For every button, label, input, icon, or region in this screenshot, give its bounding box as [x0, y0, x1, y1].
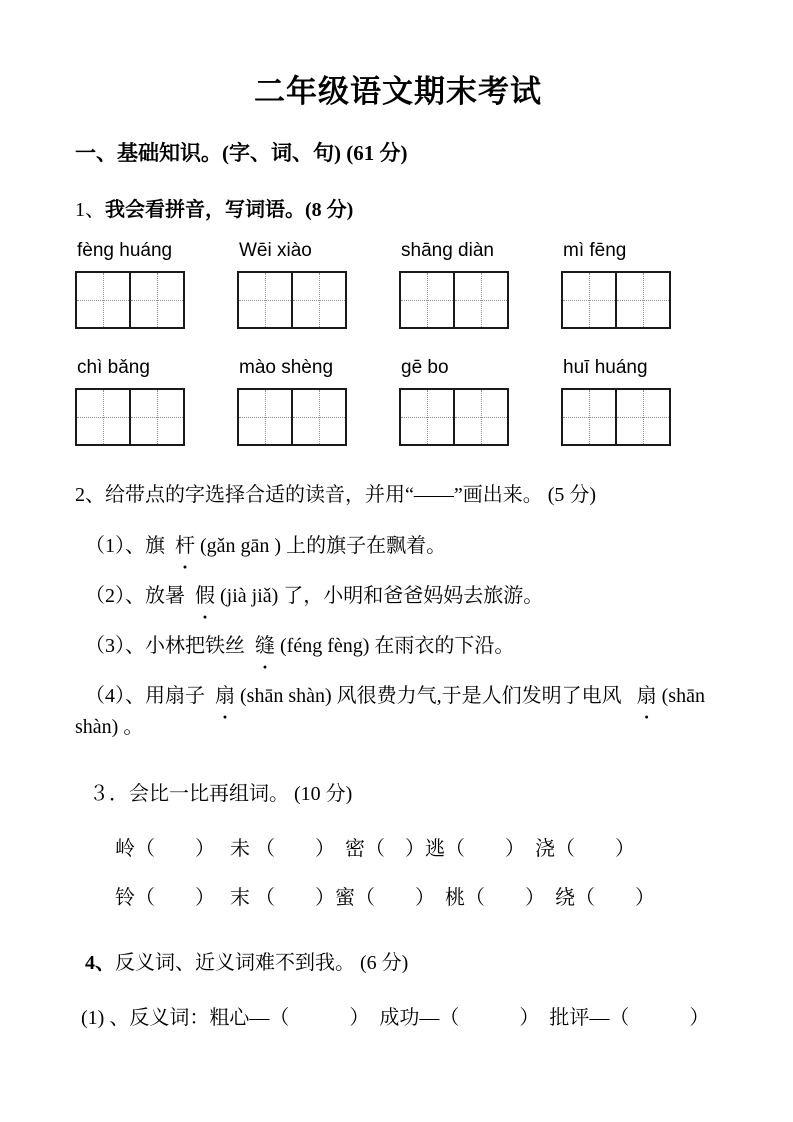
question3-row-top: 岭（ ） 未 （ ） 密（ ）逃（ ） 浇（ ）: [115, 838, 635, 860]
pinyin-grid-column: [399, 240, 505, 329]
sentence-text: （4）、用扇子: [85, 685, 205, 707]
section1-heading: 一、基础知识。(字、词、句) (61 分): [75, 141, 408, 165]
writing-grid: [237, 388, 347, 446]
question2-prompt: 2、给带点的字选择合适的读音，并用“——”画出来。 (5 分): [75, 484, 597, 506]
dotted-character: 扇 ●: [205, 681, 235, 712]
writing-grid: [399, 388, 509, 446]
question3-row-bottom: 铃（ ） 末 （ ）蜜（ ） 桃（ ） 绕（ ）: [115, 887, 655, 909]
question4-item: (1) 、反义词：粗心—（ ） 成功—（ ） 批评—（ ）: [81, 1007, 710, 1029]
grid-cell: [401, 273, 453, 327]
sentence-text: (gǎn gān ) 上的旗子在飘着。: [195, 535, 447, 557]
grid-cell: [453, 273, 507, 327]
pinyin-grid-column: [237, 357, 343, 446]
pinyin-writing-section: [75, 240, 667, 446]
pinyin-grid-column: [561, 357, 667, 446]
grid-cell: [291, 273, 345, 327]
question2-item: [75, 631, 721, 662]
dotted-character: 扇 ●: [627, 681, 657, 712]
pinyin-label: mào shèng: [239, 357, 334, 378]
question3-prompt: ３．会比一比再组词。 (10 分): [89, 783, 353, 805]
grid-cell: [239, 273, 291, 327]
page-title: 二年级语文期末考试: [254, 74, 542, 109]
sentence-text: (shān shàn) 风很费力气,于是人们发明了电风: [235, 685, 627, 707]
pinyin-grid-column: [399, 357, 505, 446]
writing-grid: [237, 271, 347, 329]
pinyin-grid-column: [75, 240, 181, 329]
grid-cell: [77, 390, 129, 444]
writing-grid: [399, 271, 509, 329]
grid-cell: [453, 390, 507, 444]
grid-cell: [77, 273, 129, 327]
pinyin-grid-column: [561, 240, 667, 329]
question2-item: [75, 581, 721, 612]
question4-number: 4、: [85, 952, 115, 974]
dotted-character: 假 ●: [185, 581, 215, 612]
pinyin-label: shāng diàn: [401, 240, 494, 261]
pinyin-label: huī huáng: [563, 357, 648, 378]
grid-cell: [129, 273, 183, 327]
sentence-text: （1）、旗: [85, 535, 165, 557]
question2-item: [75, 681, 721, 743]
pinyin-grid-column: [237, 240, 343, 329]
grid-cell: [563, 273, 615, 327]
pinyin-label: gē bo: [401, 357, 449, 378]
question1-number: 1、: [75, 199, 105, 221]
pinyin-label: Wēi xiào: [239, 240, 312, 261]
grid-cell: [291, 390, 345, 444]
pinyin-grid-row: [75, 240, 667, 329]
grid-cell: [615, 390, 669, 444]
pinyin-label: mì fēng: [563, 240, 627, 261]
sentence-text: （2）、放暑: [85, 585, 185, 607]
grid-cell: [129, 390, 183, 444]
sentence-text: (jià jiǎ) 了，小明和爸爸妈妈去旅游。: [215, 585, 544, 607]
sentence-text: (shān shàn) 。: [75, 685, 705, 738]
grid-cell: [239, 390, 291, 444]
pinyin-grid-column: [75, 357, 181, 446]
dotted-character: 缝 ●: [245, 631, 275, 662]
sentence-text: （3）、小林把铁丝: [85, 635, 245, 657]
grid-cell: [401, 390, 453, 444]
pinyin-label: fèng huáng: [77, 240, 173, 261]
question1-prompt: [75, 193, 721, 222]
question4-prompt: [75, 946, 721, 975]
writing-grid: [75, 271, 185, 329]
grid-cell: [563, 390, 615, 444]
question2-items: [75, 531, 721, 743]
grid-cell: [615, 273, 669, 327]
sentence-text: (féng fèng) 在雨衣的下沿。: [275, 635, 515, 657]
question4-text: 反义词、近义词难不到我。 (6 分): [115, 952, 409, 974]
writing-grid: [561, 271, 671, 329]
pinyin-label: chì bǎng: [77, 357, 150, 378]
question1-text: 我会看拼音，写词语。(8 分): [105, 199, 354, 221]
writing-grid: [75, 388, 185, 446]
question2-item: [75, 531, 721, 562]
dotted-character: 杆 ●: [165, 531, 195, 562]
pinyin-grid-row: [75, 357, 667, 446]
writing-grid: [561, 388, 671, 446]
